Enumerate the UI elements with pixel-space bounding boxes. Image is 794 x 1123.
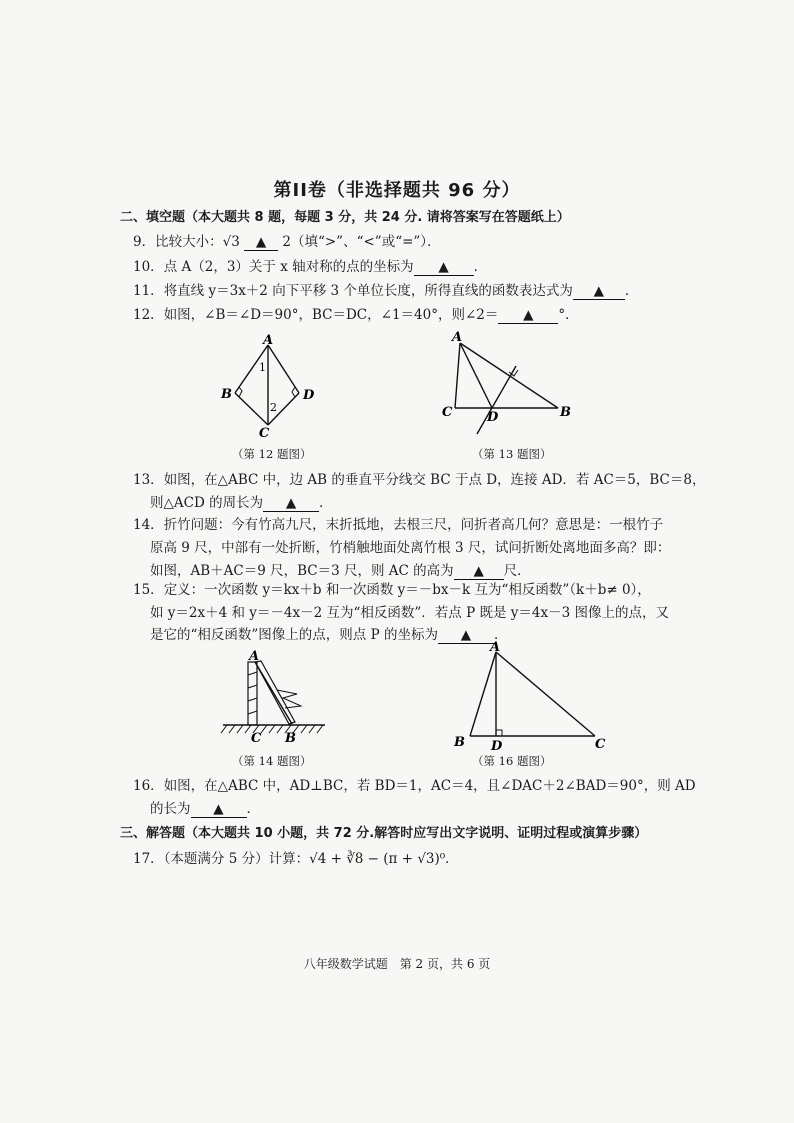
fig14-label-a: A bbox=[249, 649, 260, 664]
fig14-bamboo-stalk bbox=[248, 662, 257, 725]
q14-line3-after: 尺． bbox=[503, 563, 531, 579]
q12-blank: ▲ bbox=[498, 307, 558, 324]
q16-number: 16． bbox=[133, 778, 164, 794]
question-15 bbox=[133, 580, 651, 600]
figure-16 bbox=[450, 642, 620, 752]
fig16-segment-ac bbox=[496, 652, 595, 736]
figure-14 bbox=[215, 650, 335, 750]
fig14-bamboo-nodes bbox=[248, 672, 257, 714]
q13-number: 13． bbox=[133, 472, 164, 488]
question-11 bbox=[133, 281, 638, 301]
figure-12 bbox=[215, 333, 335, 443]
q14-line3-before: 如图，AB＋AC＝9 尺，BC＝3 尺，则 AC 的高为 bbox=[150, 563, 454, 579]
question-17 bbox=[133, 849, 459, 869]
question-10 bbox=[133, 257, 487, 277]
q16-line1: 如图，在△ABC 中，AD⊥BC，若 BD＝1，AC＝4，且∠DAC＋2∠BAD＝90°，则 AD bbox=[163, 778, 696, 794]
q10-number: 10． bbox=[133, 259, 164, 275]
question-12 bbox=[133, 305, 579, 325]
q13-line2-after: ． bbox=[319, 495, 333, 511]
q11-text-before: 将直线 y＝3x＋2 向下平移 3 个单位长度，所得直线的函数表达式为 bbox=[163, 283, 573, 299]
question-14 bbox=[133, 515, 663, 535]
fig16-label-d: D bbox=[491, 739, 503, 754]
section2-header: 二、填空题（本大题共 8 题，每题 3 分，共 24 分. 请将答案写在答题纸上） bbox=[120, 210, 570, 225]
q12-number: 12． bbox=[133, 307, 164, 323]
fig13-label-c: C bbox=[442, 405, 453, 420]
q12-text-before: 如图，∠B＝∠D＝90°，BC＝DC，∠1＝40°，则∠2＝ bbox=[163, 307, 499, 323]
fig14-caption: （第 14 题图） bbox=[232, 754, 312, 768]
q15-line3-after: ． bbox=[493, 627, 508, 643]
q15-line1: 定义：一次函数 y＝kx＋b 和一次函数 y＝－bx－k 互为“相反函数”（k＋b≠ 0）， bbox=[163, 582, 651, 598]
question-16 bbox=[133, 776, 696, 796]
fig14-segment-ab bbox=[255, 662, 292, 724]
fig16-segment-ab bbox=[470, 652, 496, 736]
question-14-line3 bbox=[150, 561, 531, 581]
fig16-right-angle bbox=[496, 730, 502, 736]
fig12-label-b: B bbox=[221, 387, 232, 402]
fig12-segment-ad bbox=[268, 345, 299, 393]
section3-header: 三、解答题（本大题共 10 小题，共 72 分.解答时应写出文字说明、证明过程或演算步骤） bbox=[120, 826, 648, 841]
fig16-caption: （第 16 题图） bbox=[472, 754, 552, 768]
fig13-segment-ac bbox=[455, 343, 460, 408]
q13-line1: 如图，在△ABC 中，边 AB 的垂直平分线交 BC 于点 D，连接 AD．若 AC＝5，BC＝8， bbox=[163, 472, 706, 488]
fig12-label-a: A bbox=[263, 333, 274, 348]
fig12-angle-2: 2 bbox=[270, 401, 277, 414]
figure-13 bbox=[440, 328, 590, 438]
q10-blank: ▲ bbox=[414, 259, 474, 276]
question-14-line2: 原高 9 尺，中部有一处折断，竹梢触地面处离竹根 3 尺，试问折断处离地面多高？即： bbox=[150, 540, 671, 556]
fig13-label-d: D bbox=[487, 410, 499, 425]
q17-text: （本题满分 5 分）计算：√4 + ∛8 − (π + √3)⁰． bbox=[163, 851, 459, 867]
q11-blank: ▲ bbox=[573, 283, 625, 300]
question-9 bbox=[133, 232, 441, 252]
fig13-label-b: B bbox=[560, 405, 571, 420]
fig12-right-angle-b bbox=[239, 387, 242, 397]
q9-text-before: 比较大小：√3 bbox=[155, 234, 245, 250]
q10-text-before: 点 A（2，3）关于 x 轴对称的点的坐标为 bbox=[163, 259, 414, 275]
question-13-line2 bbox=[150, 493, 333, 513]
q11-text-after: ． bbox=[624, 283, 639, 299]
q11-number: 11． bbox=[133, 283, 164, 299]
section-title: 第II卷（非选择题共 96 分） bbox=[273, 180, 521, 201]
q15-line3-before: 是它的“相反函数”图像上的点，则点 P 的坐标为 bbox=[150, 627, 438, 643]
q13-blank: ▲ bbox=[263, 495, 319, 512]
fig12-label-c: C bbox=[259, 426, 270, 441]
fig13-caption: （第 13 题图） bbox=[472, 447, 552, 461]
q16-line2-after: ． bbox=[246, 801, 260, 817]
q13-line2-before: 则△ACD 的周长为 bbox=[150, 495, 264, 511]
q9-blank: ▲ bbox=[244, 234, 278, 251]
q17-number: 17． bbox=[133, 851, 164, 867]
fig14-label-c: C bbox=[251, 731, 262, 746]
fig12-caption: （第 12 题图） bbox=[232, 447, 312, 461]
q9-number: 9． bbox=[133, 234, 156, 250]
question-16-line2 bbox=[150, 799, 260, 819]
fig12-angle-1: 1 bbox=[259, 361, 266, 374]
q14-blank: ▲ bbox=[454, 563, 504, 580]
fig13-segment-ab bbox=[460, 343, 558, 408]
fig12-right-angle-d bbox=[292, 387, 295, 397]
page-footer: 八年级数学试题 第 2 页，共 6 页 bbox=[303, 957, 491, 971]
q16-blank: ▲ bbox=[191, 801, 247, 818]
fig16-label-a: A bbox=[490, 640, 501, 655]
fig13-label-a: A bbox=[452, 330, 463, 345]
fig16-label-b: B bbox=[454, 735, 465, 750]
fig14-label-b: B bbox=[285, 731, 296, 746]
q14-number: 14． bbox=[133, 517, 164, 533]
q16-line2-before: 的长为 bbox=[150, 801, 191, 817]
fig13-segment-ad bbox=[460, 343, 492, 408]
q15-number: 15． bbox=[133, 582, 164, 598]
q14-line1: 折竹问题：今有竹高九尺，末折抵地，去根三尺，问折者高几何？意思是：一根竹子 bbox=[163, 517, 664, 533]
fig14-ground-hatching bbox=[221, 725, 323, 733]
fig16-label-c: C bbox=[595, 737, 606, 752]
q15-blank: ▲ bbox=[438, 627, 494, 644]
question-13 bbox=[133, 470, 705, 490]
q10-text-after: ． bbox=[473, 259, 488, 275]
fig12-label-d: D bbox=[303, 388, 315, 403]
q12-text-after: °． bbox=[558, 307, 579, 323]
fig12-segment-bc bbox=[235, 393, 268, 425]
q9-text-after: 2（填“>”、“<”或“=”）． bbox=[278, 234, 441, 250]
question-15-line2: 如 y＝2x＋4 和 y＝－4x－2 互为“相反函数”．若点 P 既是 y＝4x－3 图像上的点，又 bbox=[150, 605, 669, 621]
